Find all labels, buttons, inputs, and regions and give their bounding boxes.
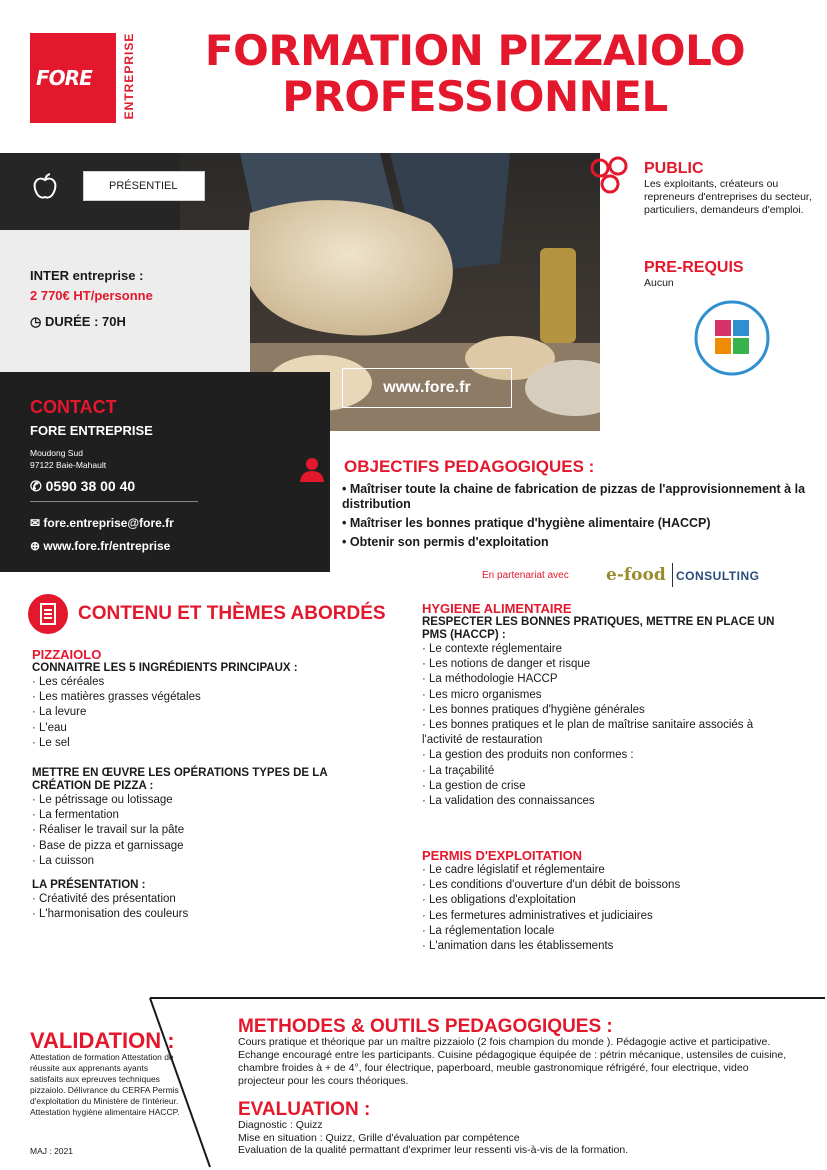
public-text: Les exploitants, créateurs ou repreneurs d'entreprises du secteur, particuliers, demandeurs d'emploi. bbox=[644, 178, 812, 216]
page-title: FORMATION PIZZAIOLO PROFESSIONNEL bbox=[204, 26, 746, 121]
public-title: PUBLIC bbox=[644, 160, 704, 177]
inter-label: INTER entreprise : bbox=[30, 268, 144, 283]
permis-section bbox=[422, 848, 792, 954]
people-icon bbox=[586, 156, 636, 196]
list-item: · Base de pizza et garnissage bbox=[32, 839, 372, 854]
handicap-badge-icon bbox=[694, 300, 770, 376]
person-icon bbox=[298, 456, 326, 482]
logo-text: FORE bbox=[36, 66, 92, 90]
list-item: · La cuisson bbox=[32, 854, 372, 869]
list-item: · La réglementation locale bbox=[422, 924, 792, 939]
logo-side-text: ENTREPRISE bbox=[122, 32, 136, 120]
list-item: · Le pétrissage ou lotissage bbox=[32, 793, 372, 808]
website-link[interactable]: www.fore.fr bbox=[342, 368, 512, 408]
list-item: · La fermentation bbox=[32, 808, 372, 823]
divider bbox=[672, 563, 673, 587]
list-item: · L'eau bbox=[32, 721, 372, 736]
document-icon bbox=[28, 594, 68, 634]
list-item: · La méthodologie HACCP bbox=[422, 672, 792, 687]
presentiel-badge: PRÉSENTIEL bbox=[83, 171, 205, 201]
evaluation-title: EVALUATION : bbox=[238, 1099, 371, 1120]
section-title: HYGIENE ALIMENTAIRE bbox=[422, 601, 572, 616]
list-item: · L'harmonisation des couleurs bbox=[32, 907, 372, 922]
hygiene-section bbox=[422, 601, 792, 809]
section-subtitle: CONNAITRE LES 5 INGRÉDIENTS PRINCIPAUX : bbox=[32, 662, 298, 674]
divider bbox=[30, 501, 198, 502]
list bbox=[32, 892, 372, 922]
list bbox=[422, 863, 792, 954]
contenu-title: CONTENU ET THÈMES ABORDÉS bbox=[78, 603, 386, 624]
list-item: · Le cadre législatif et réglementaire bbox=[422, 863, 792, 878]
section-title: PIZZAIOLO bbox=[32, 647, 102, 662]
objectifs-list: • Maîtriser toute la chaine de fabrication de pizzas de l'approvisionnement à la distribution • Maîtriser les bonnes pratique d'hygiène alimentaire (HACCP) • Obtenir son permis d'exploitation bbox=[342, 482, 806, 549]
section-title: PERMIS D'EXPLOITATION bbox=[422, 848, 583, 863]
list-item: · Les notions de danger et risque bbox=[422, 657, 792, 672]
list-item: · Les céréales bbox=[32, 675, 372, 690]
prereq-text: Aucun bbox=[644, 277, 674, 289]
globe-icon: ⊕ bbox=[30, 539, 44, 553]
list-item: · La gestion des produits non conformes : bbox=[422, 748, 792, 763]
partner-label: En partenariat avec bbox=[482, 570, 569, 581]
list-item: · Créativité des présentation bbox=[32, 892, 372, 907]
evaluation-text: Diagnostic : Quizz Mise en situation : Quizz, Grille d'évaluation par compétence Evaluation de la qualité permattant d'exprimer leur ressenti vis-à-vis de la formation. bbox=[238, 1119, 629, 1156]
consulting-logo: CONSULTING bbox=[676, 569, 760, 583]
list-item: · Les obligations d'exploitation bbox=[422, 893, 792, 908]
list-item: · L'animation dans les établissements bbox=[422, 939, 792, 954]
section-subtitle: METTRE EN ŒUVRE LES OPÉRATIONS TYPES DE LA CRÉATION DE PIZZA : bbox=[32, 767, 328, 793]
list-item: · La levure bbox=[32, 705, 372, 720]
pizzaiolo-section bbox=[32, 647, 372, 922]
list-item: · Réaliser le travail sur la pâte bbox=[32, 823, 372, 838]
list-item: · Les bonnes pratiques d'hygiène générales bbox=[422, 703, 792, 718]
list-item: · Le sel bbox=[32, 736, 372, 751]
validation-title: VALIDATION : bbox=[30, 1028, 175, 1053]
update-date: MAJ : 2021 bbox=[30, 1146, 73, 1156]
price: 2 770€ HT/personne bbox=[30, 288, 153, 303]
apple-icon bbox=[30, 171, 60, 201]
list-item: · La validation des connaissances bbox=[422, 794, 792, 809]
prereq-title: PRE-REQUIS bbox=[644, 259, 744, 276]
clock-icon: ◷ bbox=[30, 314, 45, 329]
mail-icon: ✉ bbox=[30, 516, 44, 530]
contact-address: Moudong Sud 97122 Baie-Mahault bbox=[30, 448, 107, 470]
list-item: · La traçabilité bbox=[422, 764, 792, 779]
methodes-text: Cours pratique et théorique par un maître pizzaiolo (2 fois champion du monde ). Pédagogie active et participative. Echange encouragé entre les participants. Cuisine pédagogique équipée de : pétrin mécanique, ustensiles de cuisine, chambre froides à + de 4°, four électrique, paperboard, meuble gastronomique réfrigéré, four electrique, video projecteur pour les cours théoriques. bbox=[238, 1036, 787, 1087]
contact-email[interactable]: ✉ fore.entreprise@fore.fr bbox=[30, 516, 174, 530]
duration: ◷ DURÉE : 70H bbox=[30, 314, 126, 329]
list-item: · Les conditions d'ouverture d'un débit de boissons bbox=[422, 878, 792, 893]
list-item: · Les bonnes pratiques et le plan de maîtrise sanitaire associés à l'activité de restauration bbox=[422, 718, 792, 748]
methodes-title: METHODES & OUTILS PEDAGOGIQUES : bbox=[238, 1016, 613, 1037]
contact-phone[interactable]: ✆ 0590 38 00 40 bbox=[30, 478, 136, 494]
validation-text: Attestation de formation Attestation de réussite aux apprenants ayants satisfaits aux epreuves techniques pizzaiolo. Délivrance du CERFA Permis d'exploitation du Ministère de l'intérieur. Attestation hygiène alimentaire HACCP. bbox=[30, 1052, 180, 1117]
objectifs-title: OBJECTIFS PEDAGOGIQUES : bbox=[344, 457, 595, 476]
list bbox=[32, 793, 372, 869]
contact-name: FORE ENTREPRISE bbox=[30, 423, 153, 438]
list-item: · Les matières grasses végétales bbox=[32, 690, 372, 705]
list-item: · La gestion de crise bbox=[422, 779, 792, 794]
list-item: · Le contexte réglementaire bbox=[422, 642, 792, 657]
list bbox=[32, 675, 372, 751]
contact-title: CONTACT bbox=[30, 397, 117, 417]
phone-icon: ✆ bbox=[30, 478, 46, 494]
list bbox=[422, 642, 792, 809]
list-item: · Les micro organismes bbox=[422, 688, 792, 703]
list-item: · Les fermetures administratives et judiciaires bbox=[422, 909, 792, 924]
efood-logo: e-food bbox=[606, 565, 666, 585]
contact-web[interactable]: ⊕ www.fore.fr/entreprise bbox=[30, 539, 171, 553]
section-subtitle: LA PRÉSENTATION : bbox=[32, 879, 146, 892]
section-subtitle: RESPECTER LES BONNES PRATIQUES, METTRE EN PLACE UN PMS (HACCP) : bbox=[422, 616, 775, 641]
